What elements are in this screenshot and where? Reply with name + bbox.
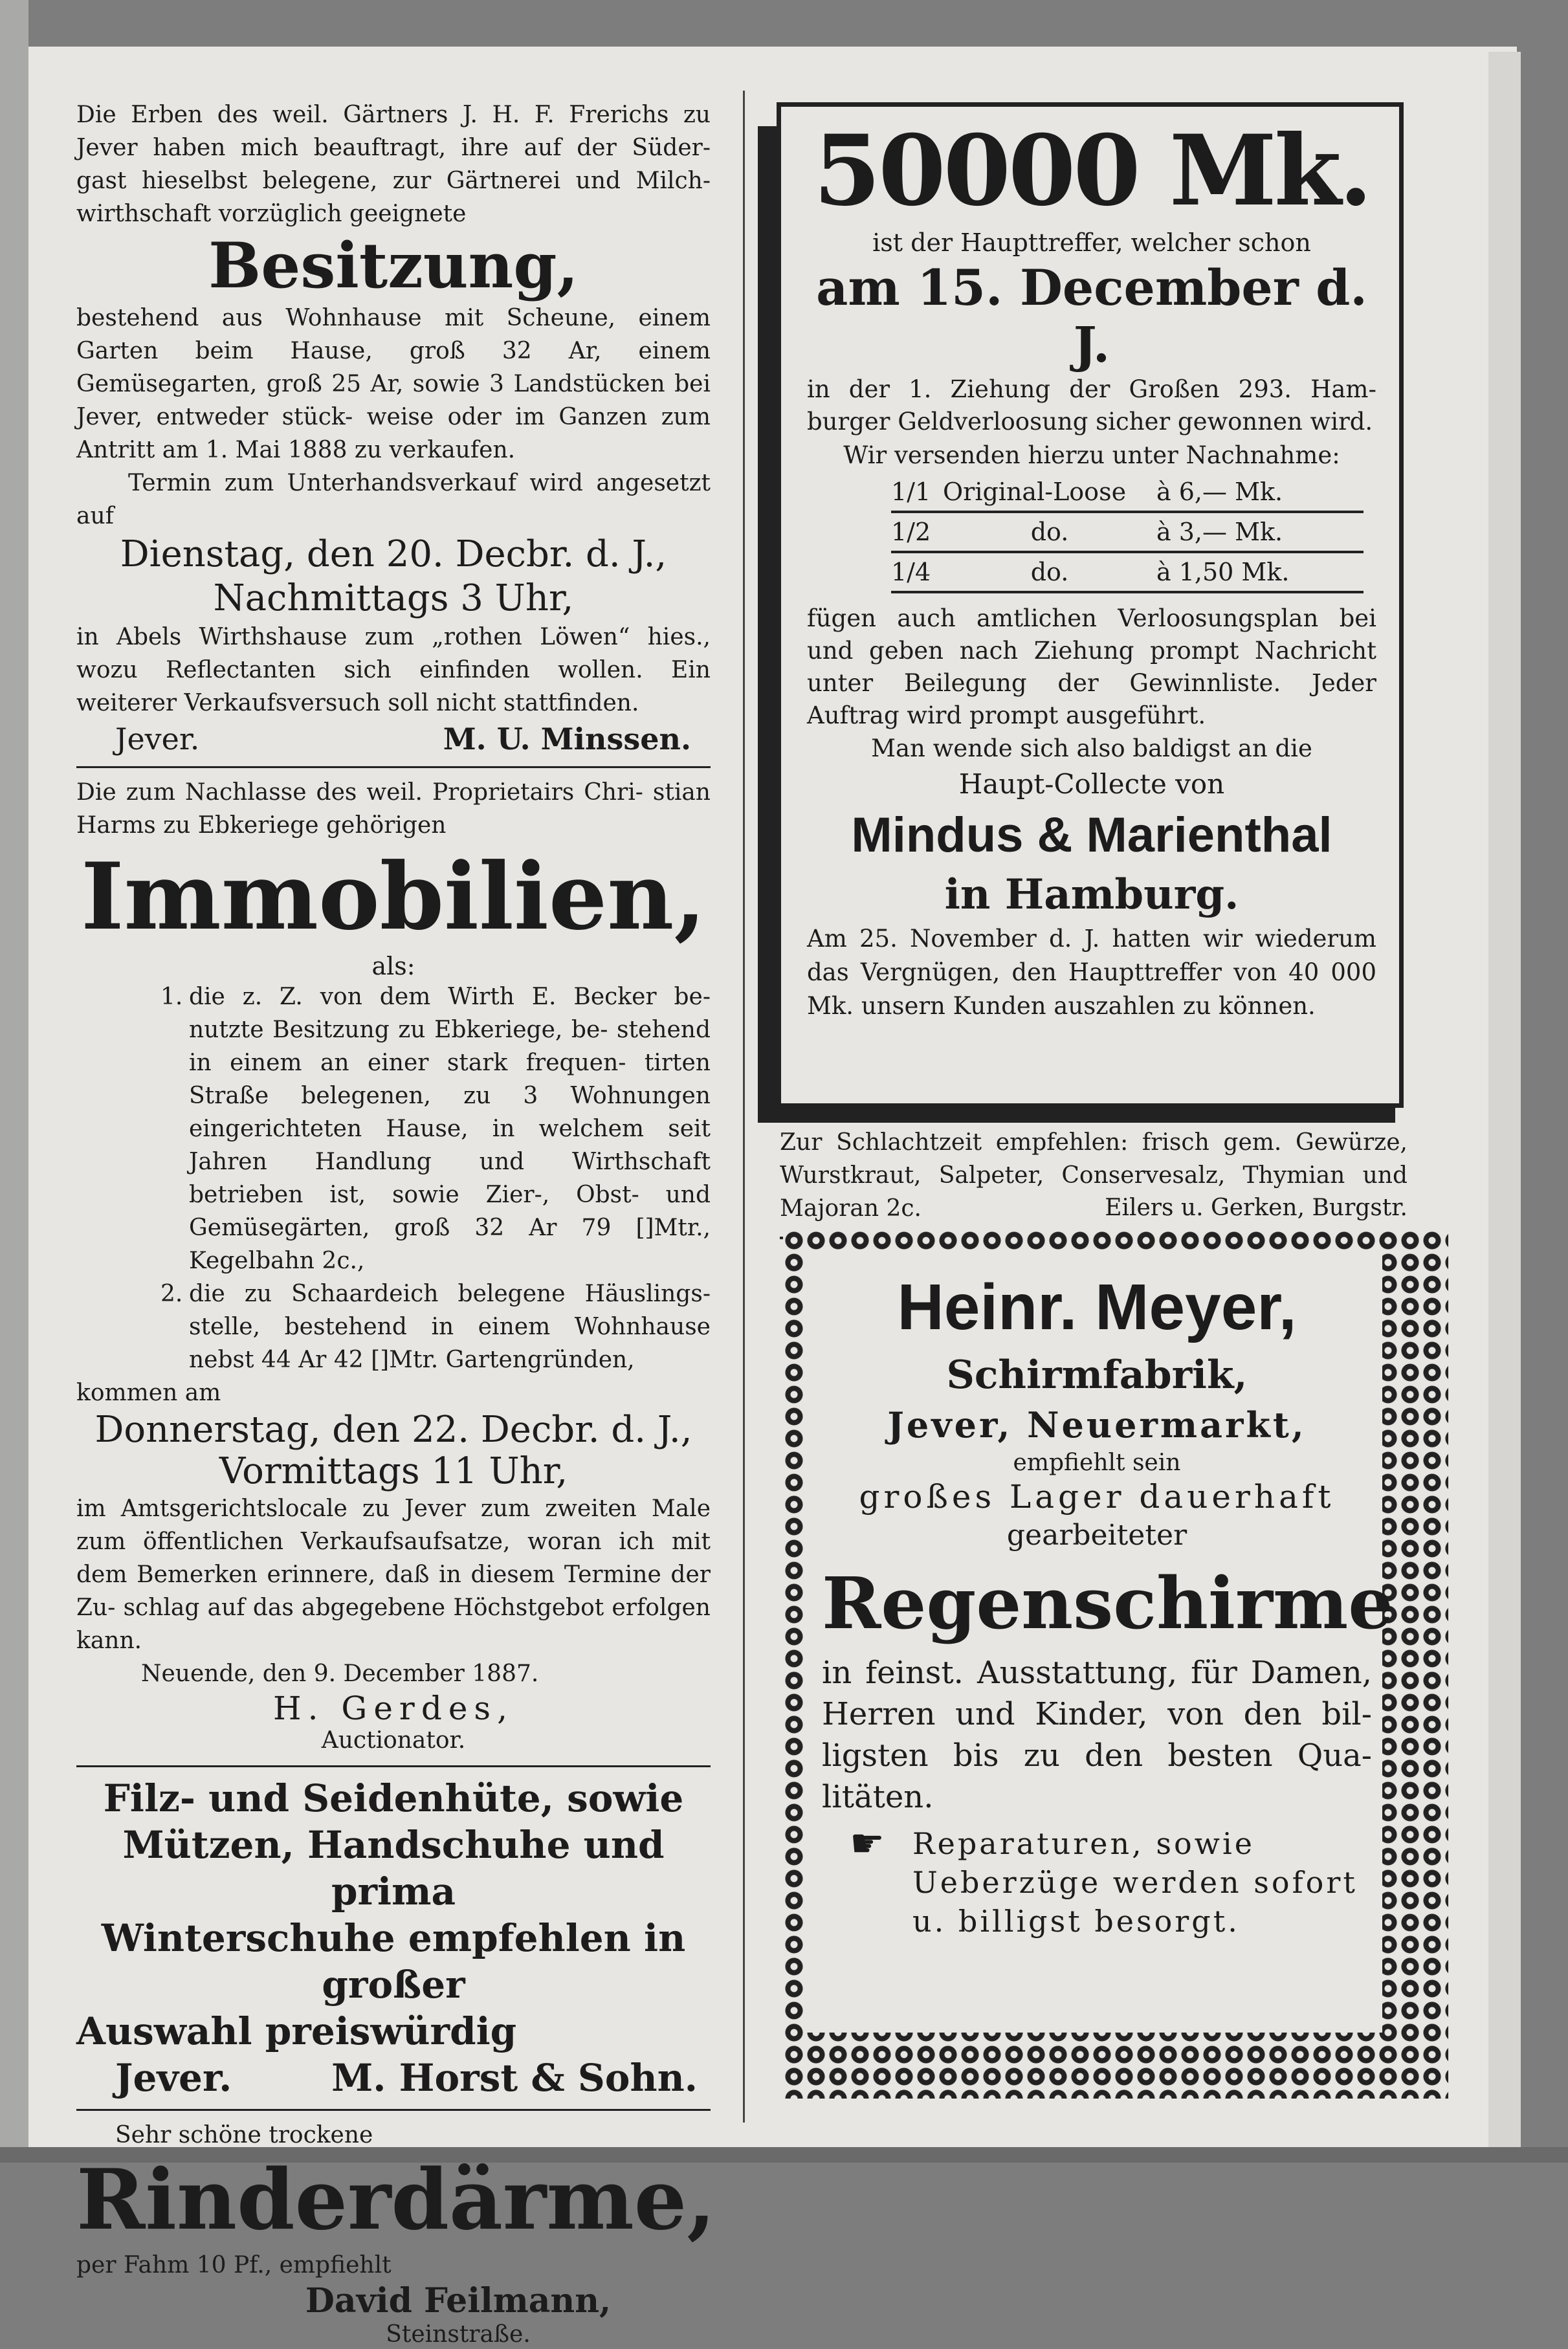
lottery-line: ist der Haupttreffer, welcher schon [872, 228, 1311, 257]
price-table [807, 473, 1376, 593]
ad-date: Donnerstag, den 22. Decbr. d. J., [94, 1409, 692, 1451]
ad-line: gearbeiteter [1006, 1519, 1187, 1552]
ad-signature-place: Jever. [115, 722, 200, 756]
lottery-line: Wir versenden hierzu unter Nachnahme: [843, 441, 1340, 469]
ad-termin: Termin zum Unterhandsverkauf wird angesetzt auf [76, 470, 711, 529]
ad-gewuerze [780, 1126, 1408, 1239]
price-value: à 6,— Mk. [1156, 478, 1283, 506]
price-value: à 3,— Mk. [1156, 518, 1283, 546]
ad-signature-place: Jever. [115, 2056, 232, 2100]
price-row [891, 553, 1364, 593]
list-item: die z. Z. von dem Wirth E. Becker be- nutzte Besitzung zu Ebkeriege, be- stehend in einem an einer stark frequen- tirten Straße belegenen, zu 3 Wohnungen eingerichteten Hause, in welchem seit Jahren Handlung und Wirthschaft betrieben ist, sowie Zier-, Obst- und Gemüsegärten, groß 32 Ar 79 []Mtr., Kegelbahn 2c., [189, 984, 711, 1274]
ad-line: empfiehlt sein [1013, 1450, 1181, 1476]
ad-intro: Sehr schöne trockene [115, 2122, 373, 2148]
ad-immobilien [76, 776, 711, 1755]
ad-line: Jever, Neuermarkt, [887, 1404, 1307, 1446]
box-shadow [758, 1103, 1395, 1123]
ad-headline: Besitzung, [208, 229, 579, 302]
ad-intro: Die zum Nachlasse des weil. Proprietairs Chri- stian Harms zu Ebkeriege gehörigen [76, 779, 711, 839]
ad-signature-name: M. Horst & Sohn. [331, 2056, 698, 2100]
ad-headline: Regenschirme [822, 1561, 1394, 1645]
price-fraction: 1/4 [891, 558, 931, 586]
lottery-line: in der 1. Ziehung der Großen 293. Ham- burger Geldverloosung sicher gewonnen wird. [807, 375, 1376, 436]
list-item: die zu Schaardeich belegene Häuslings- stelle, bestehend in einem Wohnhause nebst 44 Ar 42 []Mtr. Gartengründen, [189, 1281, 711, 1373]
lottery-city: in Hamburg. [944, 870, 1239, 919]
price-row [891, 513, 1364, 553]
price-label: do. [1030, 558, 1069, 586]
price-value: à 1,50 Mk. [1156, 558, 1290, 586]
lottery-line: fügen auch amtlichen Verloosungsplan bei und geben nach Ziehung prompt Nachricht unter Beilegung der Gewinnliste. Jeder Auftrag wird prompt ausgeführt. [807, 604, 1376, 729]
divider [76, 2109, 711, 2111]
ad-rinderdaerme [76, 2119, 716, 2349]
lottery-amount: 50000 Mk. [813, 114, 1371, 228]
ad-time: Vormittags 11 Uhr, [219, 1450, 568, 1492]
ad-time: Nachmittags 3 Uhr, [213, 577, 574, 619]
price-fraction: 1/1 [891, 478, 931, 506]
ad-line: Winterschuhe empfehlen in großer [101, 1916, 686, 2007]
lottery-line: Haupt-Collecte von [958, 768, 1225, 800]
pointing-hand-icon: ☛ [850, 1821, 885, 1866]
box-shadow [758, 126, 777, 1110]
ad-place: in Abels Wirthshause zum „rothen Löwen“ hies., wozu Reflectanten sich einfinden wollen. Ein weiterer Verkaufsversuch soll nicht stattfinden. [76, 624, 711, 716]
ad-headline: Immobilien, [81, 843, 706, 951]
ad-body: im Amtsgerichtslocale zu Jever zum zweiten Male zum öffentlichen Verkaufsaufsatze, woran ich mit dem Bemerken erinnere, daß in diesem Termine der Zu- schlag auf das abgegebene Höchstgebot erfolgen kann. [76, 1495, 711, 1654]
ad-signature-name: H. Gerdes, [273, 1690, 514, 1727]
ad-huete [76, 1775, 711, 2101]
ad-signature-street: Steinstraße. [386, 2321, 531, 2348]
list-number: 2. [160, 1281, 183, 1307]
column-divider [743, 91, 745, 2123]
lottery-line: Man wende sich also baldigst an die [871, 734, 1312, 762]
ad-meyer [822, 1265, 1394, 1941]
ad-line: Auswahl preiswürdig [76, 2009, 517, 2053]
ad-body: Zur Schlachtzeit empfehlen: frisch gem. Gewürze, Wurstkraut, Salpeter, Conservesalz, Thymian und Majoran 2c. [780, 1129, 1408, 1222]
left-column [76, 98, 716, 2349]
lottery-line: Am 25. November d. J. hatten wir wiederum das Vergnügen, den Haupttreffer von 40 000 Mk. unsern Kunden auszahlen zu können. [807, 925, 1376, 1020]
ad-signature-name: M. U. Minssen. [443, 722, 691, 756]
ad-line: Schirmfabrik, [946, 1352, 1248, 1398]
ad-headline: Rinderdärme, [76, 2152, 716, 2249]
ad-body: Reparaturen, sowie Ueberzüge werden sofort u. billigst besorgt. [912, 1826, 1358, 1939]
price-row [891, 473, 1364, 513]
ad-headline: Heinr. Meyer, [897, 1271, 1297, 1343]
ad-signature-title: Auctionator. [321, 1727, 466, 1754]
scan-left-edge [0, 0, 28, 2163]
ad-signature: Eilers u. Gerken, Burgstr. [1105, 1195, 1408, 1221]
lottery-firm: Mindus & Marienthal [851, 808, 1332, 863]
divider [76, 766, 711, 768]
price-fraction: 1/2 [891, 518, 931, 546]
ad-line: großes Lager dauerhaft [859, 1478, 1335, 1516]
price-label: do. [1030, 518, 1069, 546]
list-number: 1. [160, 984, 183, 1010]
ad-body: bestehend aus Wohnhause mit Scheune, einem Garten beim Hause, groß 32 Ar, einem Gemüsegarten, groß 25 Ar, sowie 3 Landstücken bei Jever, entweder stück- weise oder im Ganzen zum Antritt am 1. Mai 1888 zu verkaufen. [76, 305, 711, 463]
price-label: Original-Loose [943, 478, 1127, 506]
ad-body: per Fahm 10 Pf., empfiehlt [76, 2252, 392, 2278]
divider [76, 1765, 711, 1767]
ad-dateline: Neuende, den 9. December 1887. [141, 1660, 539, 1687]
ad-als: als: [371, 952, 415, 980]
ad-signature-name: David Feilmann, [305, 2281, 612, 2321]
scan-right-edge [1488, 52, 1521, 2148]
ad-date: Dienstag, den 20. Decbr. d. J., [120, 533, 667, 575]
lottery-ad-box [777, 102, 1404, 1108]
ad-besitzung [76, 98, 711, 758]
ad-intro: Die Erben des weil. Gärtners J. H. F. Frerichs zu Jever haben mich beauftragt, ihre auf der Süder- gast hieselbst belegene, zur Gärtnerei und Milch- wirthschaft vorzüglich geeignete [76, 102, 711, 227]
ad-line: Mützen, Handschuhe und prima [122, 1823, 665, 1913]
lottery-date: am 15. December d. J. [816, 259, 1367, 373]
ad-kommen: kommen am [76, 1380, 221, 1406]
ad-body: in feinst. Ausstattung, für Damen, Herren und Kinder, von den bil- ligsten bis zu den besten Qua- litäten. [822, 1655, 1372, 1815]
ad-line: Filz- und Seidenhüte, sowie [103, 1776, 684, 1820]
